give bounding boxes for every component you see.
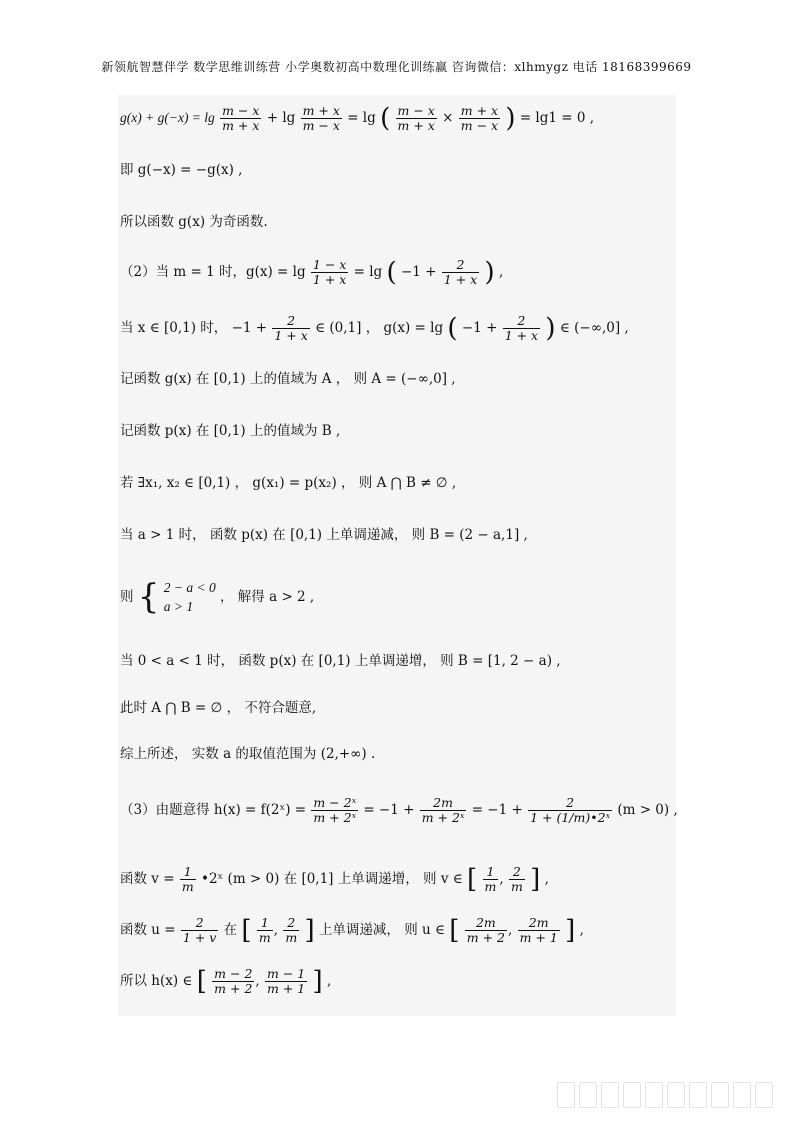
line-13: 综上所述， 实数 a 的取值范围为 (2,+∞) . [120,746,376,762]
fraction: $\frac{2}{1 + x}$ [274,313,308,343]
fraction: $\frac{m + x}{m - x}$ [302,103,340,133]
line-16: 函数 u = $\frac{2}{1 + v}$ 在 [ $\frac{1}{m}$ , $\frac{2}{m}$ ] 上单调递减， 则 u ∈ [ $\frac{2m}{m + 2}$ , $\frac{2m}{m + 1}$ ] , [120,915,584,946]
fraction: $\frac{2m}{m + 1}$ [519,915,558,945]
line-11: 当 0 < a < 1 时， 函数 p(x) 在 [0,1) 上单调递增， 则 B = [1, 2 − a) , [120,653,561,669]
line-15: 函数 v = $\frac{1}{m}$ •2ˣ (m > 0) 在 [0,1] 上单调递增， 则 v ∈ [ $\frac{1}{m}$ , $\frac{2}{m}$ ] , [120,864,549,895]
line-7: 记函数 p(x) 在 [0,1) 上的值域为 B , [120,423,341,439]
line-9: 当 a > 1 时， 函数 p(x) 在 [0,1) 上单调递减， 则 B = (2 − a,1] , [120,527,528,543]
fraction: $\frac{m - 1}{m + 1}$ [267,966,306,996]
line-2: 即 g(−x) = −g(x) , [120,162,243,178]
fraction: $\frac{2m}{\text{m + 2ˣ}}$ [421,795,465,825]
line-6: 记函数 g(x) 在 [0,1) 上的值域为 A ， 则 A = (−∞,0] , [120,371,456,387]
fraction: $\frac{m - 2}{m + 2}$ [214,966,253,996]
fraction: $\frac{1 - x}{1 + x}$ [312,257,347,287]
page-header: 新领航智慧伴学 数学思维训练营 小学奥数初高中数理化训练赢 咨询微信：xlhmygz 电话 18168399669 [101,60,692,74]
line-17: 所以 h(x) ∈ [ $\frac{m - 2}{m + 2}$ , $\frac{m - 1}{m + 1}$ ] , [120,966,332,997]
fraction: $\frac{1}{m}$ [181,864,194,894]
fraction: $\frac{m + x}{m - x}$ [460,103,499,133]
fraction: $\frac{2}{\text{1 + (1/m)•2ˣ}}$ [530,795,611,825]
line-3: 所以函数 g(x) 为奇函数. [120,214,268,230]
fraction: $\frac{2}{m}$ [510,864,523,894]
fraction: $\frac{m - x}{m + x}$ [397,103,435,133]
fraction: $\frac{\text{m − 2ˣ}}{\text{m + 2ˣ}}$ [313,795,357,825]
fraction: $\frac{2}{m}$ [285,915,298,945]
line-10: 则 { 2 − a < 0 a > 1 ， 解得 a > 2 , [120,577,315,617]
line-12: 此时 A ⋂ B = ∅ ， 不符合题意, [120,700,317,716]
fraction: $\frac{2}{1 + x}$ [504,313,539,343]
line-5: 当 x ∈ [0,1) 时， −1 + $\frac{2}{1 + x}$ ∈ (0,1] ， g(x) = lg ( −1 + $\frac{2}{1 + x}$ ) ∈ (−∞,0] , [120,313,629,344]
fraction: $\frac{2m}{m + 2}$ [466,915,505,945]
fraction: $\frac{2}{1 + x}$ [443,257,478,287]
fraction: $\frac{1}{m}$ [258,915,271,945]
fraction: $\frac{m - x}{m + x}$ [222,103,260,133]
line-14: （3）由题意得 h(x) = f(2ˣ) = $\frac{\text{m − 2ˣ}}{\text{m + 2ˣ}}$ = −1 + $\frac{2m}{\text{m + 2ˣ}}$ = −1 + $\frac{2}{\text{1 + (1/m)•2ˣ}}$ (m > 0) , [120,795,678,825]
watermark-logo [557,1082,773,1108]
line-4: （2）当 m = 1 时，g(x) = lg $\frac{1 - x}{1 + x}$ = lg ( −1 + $\frac{2}{1 + x}$ ) , [120,257,504,288]
line-1: g(x) + g(−x) = lg $\frac{m - x}{m + x}$ + lg $\frac{m + x}{m - x}$ = lg ( $\frac{m - x}{m + x}$ × $\frac{m + x}{m - x}$ ) = lg1 = 0 , [120,103,595,134]
fraction: $\frac{2}{1 + v}$ [182,915,217,945]
fraction: $\frac{1}{m}$ [484,864,497,894]
line-8: 若 ∃x₁, x₂ ∈ [0,1) ， g(x₁) = p(x₂) ， 则 A ⋂ B ≠ ∅ , [120,475,457,491]
